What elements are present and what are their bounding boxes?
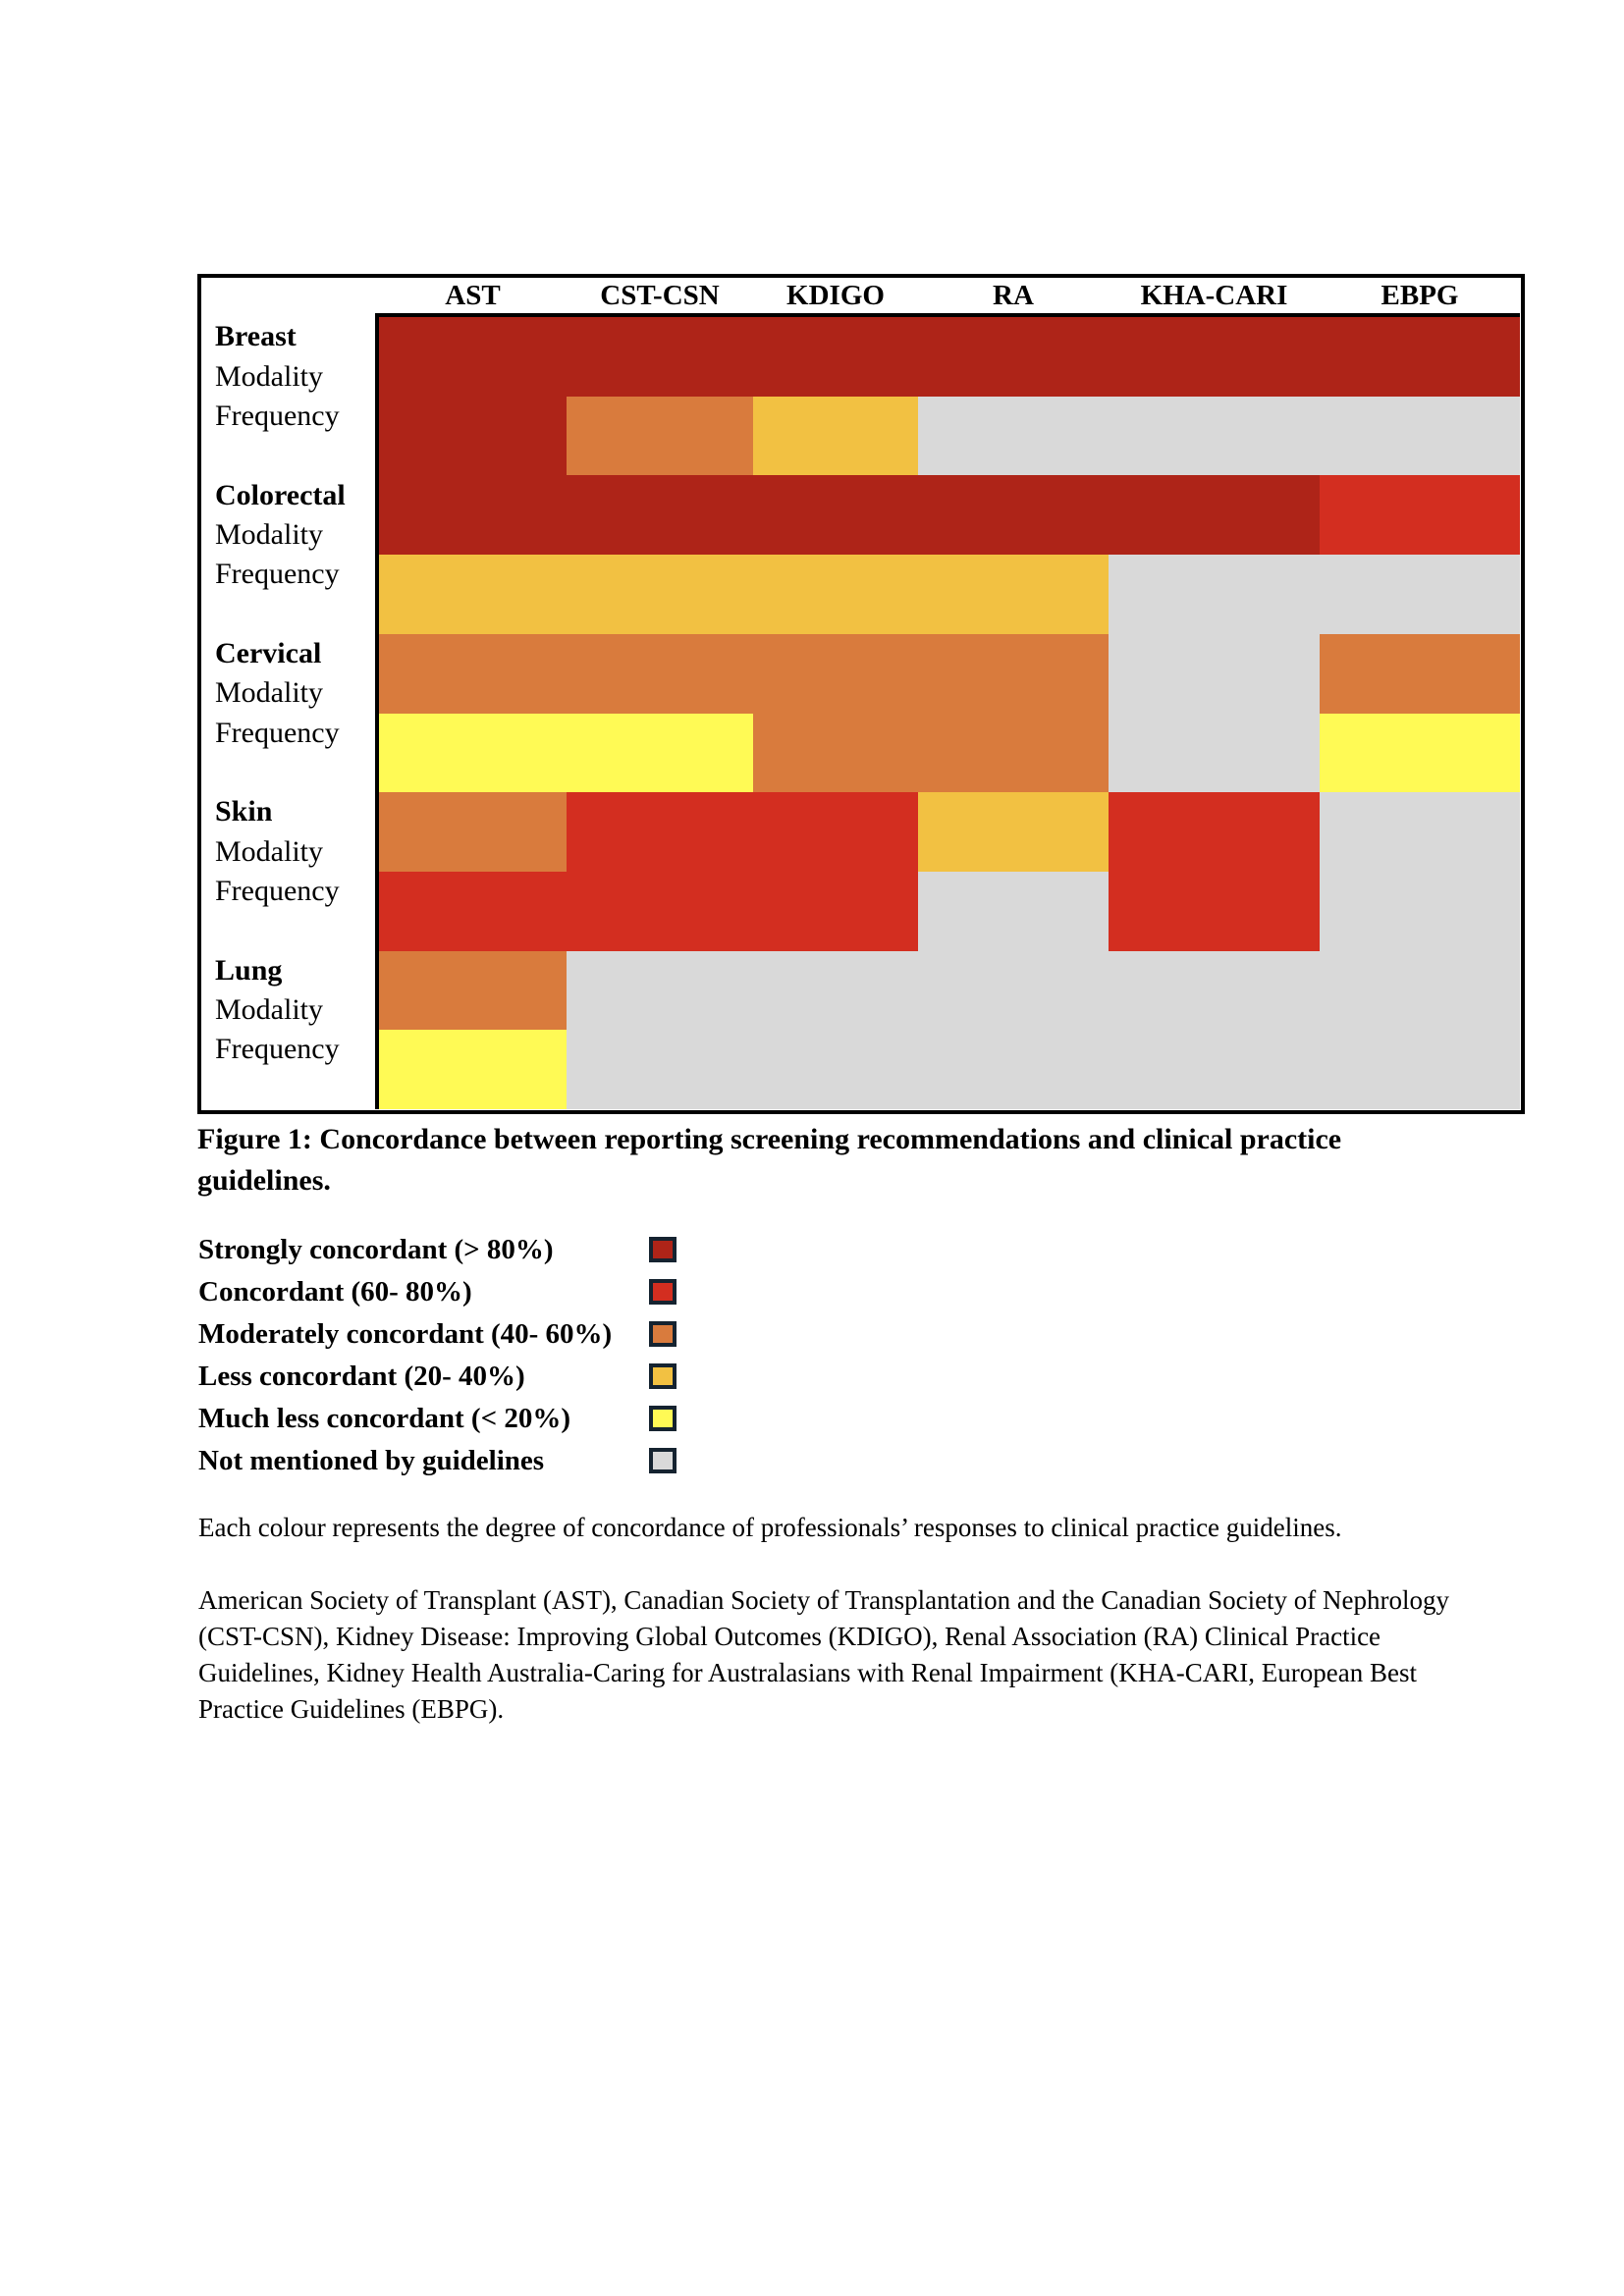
column-header-kha-cari: KHA-CARI (1140, 279, 1288, 311)
concordance-legend (198, 1229, 945, 1482)
legend-item (198, 1229, 945, 1271)
heatmap-cell (918, 714, 1110, 794)
heatmap-cell (567, 1030, 754, 1109)
heatmap-cell (1320, 555, 1520, 635)
row-sub-label: Frequency (215, 399, 340, 432)
heatmap-cell (379, 397, 568, 477)
row-sub-label: Modality (215, 834, 323, 868)
heatmap-cell (379, 317, 568, 398)
row-sub-label: Frequency (215, 1033, 340, 1066)
legend-item (198, 1356, 945, 1398)
heatmap-cell (379, 634, 568, 715)
column-header-ast: AST (445, 279, 501, 311)
heatmap-cell (1320, 634, 1520, 715)
legend-swatch-much_less (649, 1406, 677, 1431)
legend-label: Strongly concordant (> 80%) (198, 1234, 554, 1265)
row-group-label-breast: Breast (215, 320, 297, 353)
heatmap-cell (918, 951, 1110, 1032)
colour-note-paragraph: Each colour represents the degree of concordance of professionals’ responses to clinical practice guidelines. (198, 1513, 1342, 1542)
heatmap-cell (918, 475, 1110, 556)
heatmap-cell (1109, 317, 1321, 398)
heatmap-cell (1320, 397, 1520, 477)
legend-item (198, 1398, 945, 1440)
legend-swatch-moderate (649, 1321, 677, 1347)
legend-label: Moderately concordant (40- 60%) (198, 1318, 613, 1350)
column-header-ra: RA (993, 279, 1034, 311)
heatmap-cell (753, 475, 919, 556)
heatmap-cell (567, 951, 754, 1032)
row-sub-label: Frequency (215, 716, 340, 749)
legend-swatch-not_mentioned (649, 1448, 677, 1473)
heatmap-cell (753, 555, 919, 635)
heatmap-cell (753, 951, 919, 1032)
row-sub-label: Modality (215, 676, 323, 710)
figure-caption: Figure 1: Concordance between reporting screening recommendations and clinical practice guidelines. (197, 1123, 1342, 1197)
heatmap-cell (753, 792, 919, 873)
heatmap-cell (379, 714, 568, 794)
row-group-label-cervical: Cervical (215, 636, 322, 669)
row-sub-label: Modality (215, 359, 323, 393)
legend-item (198, 1313, 945, 1356)
heatmap-cell (567, 555, 754, 635)
legend-label: Less concordant (20- 40%) (198, 1361, 525, 1392)
heatmap-cell (1109, 634, 1321, 715)
heatmap-cell (918, 555, 1110, 635)
heatmap-cell (567, 397, 754, 477)
heatmap-cell (1320, 475, 1520, 556)
legend-item (198, 1271, 945, 1313)
heatmap-cell (1320, 872, 1520, 952)
row-group-label-skin: Skin (215, 795, 273, 828)
column-header-ebpg: EBPG (1380, 279, 1459, 311)
heatmap-cell (753, 634, 919, 715)
row-group-label-lung: Lung (215, 953, 283, 987)
heatmap-cell (567, 792, 754, 873)
heatmap-cell (1109, 475, 1321, 556)
heatmap-cell (379, 951, 568, 1032)
heatmap-cell (918, 634, 1110, 715)
row-sub-label: Frequency (215, 875, 340, 908)
heatmap-cell (918, 872, 1110, 952)
legend-label: Much less concordant (< 20%) (198, 1403, 570, 1434)
legend-label: Not mentioned by guidelines (198, 1445, 545, 1476)
heatmap-cell (1109, 872, 1321, 952)
guideline-column-header-row (379, 278, 1521, 313)
heatmap-cell (918, 397, 1110, 477)
heatmap-cell (567, 475, 754, 556)
heatmap-cell (1320, 1030, 1520, 1109)
concordance-heatmap-grid (375, 313, 1520, 1109)
heatmap-cell (753, 714, 919, 794)
legend-swatch-concordant (649, 1279, 677, 1305)
legend-swatch-strong (649, 1237, 677, 1262)
heatmap-cell (379, 872, 568, 952)
heatmap-cell (753, 872, 919, 952)
heatmap-cell (379, 475, 568, 556)
heatmap-cell (753, 397, 919, 477)
row-sub-label: Modality (215, 517, 323, 551)
heatmap-cell (379, 555, 568, 635)
heatmap-cell (567, 634, 754, 715)
heatmap-cell (753, 1030, 919, 1109)
heatmap-cell (1109, 714, 1321, 794)
column-header-kdigo: KDIGO (786, 279, 885, 311)
heatmap-cell (1320, 951, 1520, 1032)
legend-label: Concordant (60- 80%) (198, 1276, 472, 1308)
legend-swatch-less (649, 1363, 677, 1389)
heatmap-cell (918, 317, 1110, 398)
heatmap-cell (1320, 317, 1520, 398)
heatmap-cell (918, 1030, 1110, 1109)
cancer-row-label-column (215, 317, 376, 1110)
column-header-cst-csn: CST-CSN (600, 279, 720, 311)
heatmap-cell (753, 317, 919, 398)
heatmap-cell (567, 872, 754, 952)
heatmap-cell (1109, 951, 1321, 1032)
abbreviations-paragraph: American Society of Transplant (AST), Canadian Society of Transplantation and the Canadian Society of Nephrology (CST-CSN), Kidney Disease: Improving Global Outcomes (KDIGO), Renal Association (RA) Clinical Practice Guidelines, Kidney Health Australia-Caring for Australasians with Renal Impairment (KHA-CARI, European Best Practice Guidelines (EBPG). (198, 1585, 1450, 1724)
heatmap-cell (379, 1030, 568, 1109)
legend-item (198, 1440, 945, 1482)
figure-1-heatmap-table (197, 274, 1525, 1114)
heatmap-cell (1320, 792, 1520, 873)
row-sub-label: Modality (215, 993, 323, 1027)
heatmap-cell (1109, 397, 1321, 477)
heatmap-cell (1109, 1030, 1321, 1109)
heatmap-cell (567, 714, 754, 794)
row-group-label-colorectal: Colorectal (215, 478, 346, 511)
heatmap-cell (1109, 792, 1321, 873)
heatmap-cell (1109, 555, 1321, 635)
heatmap-cell (379, 792, 568, 873)
heatmap-cell (1320, 714, 1520, 794)
heatmap-cell (567, 317, 754, 398)
heatmap-cell (918, 792, 1110, 873)
row-sub-label: Frequency (215, 558, 340, 591)
